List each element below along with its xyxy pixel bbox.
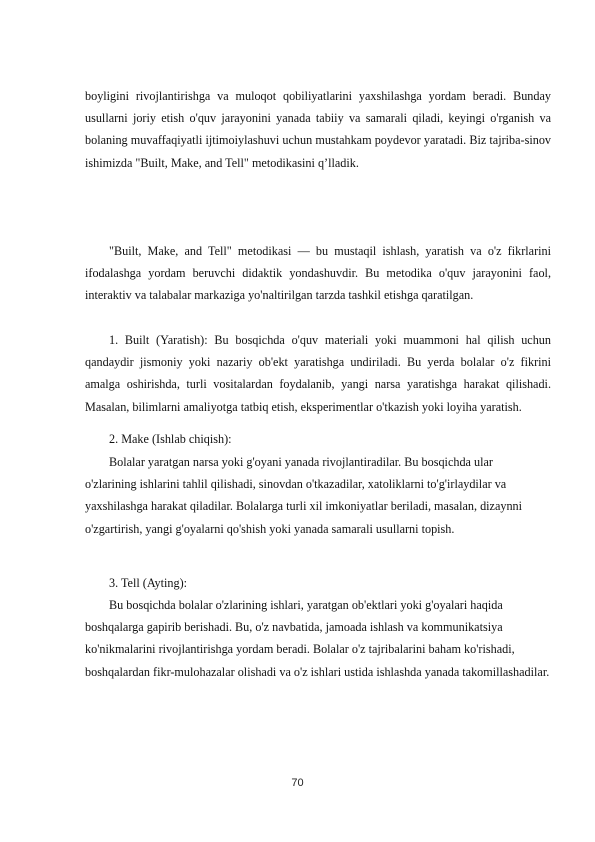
paragraph-built-stage: 1. Built (Yaratish): Bu bosqichda o'quv materiali yoki muammoni hal qilish uchun qandaydir jismoniy yoki nazariy ob'ekt yaratishga undiriladi. Bu yerda bolalar o'z fikrini amalga oshirishda, turli vositalardan foydalanib, yangi narsa yaratishga harakat qilishadi. Masalan, bilimlarni amaliyotga tatbiq etish, eksperimentlar o'tkazish yoki loyiha yaratish. [85, 333, 551, 414]
page-number: 70 [291, 777, 304, 789]
paragraph-tell-stage: Bu bosqichda bolalar o'zlarining ishlari, yaratgan ob'ektlari yoki g'oyalari haqida boshqalarga gapirib berishadi. Bu, o'z navbatida, jamoada ishlash va kommunikatsiya ko'nikmalarini rivojlantirishga yordam beradi. Bolalar o'z tajribalarini baham ko'rishadi, boshqalardan fikr-mulohazalar olishadi va o'z ishlari ustida ishlashda yanada takomillashadilar. [85, 598, 550, 679]
heading-tell-stage: 3. Tell (Ayting): [109, 576, 188, 590]
paragraph-method-definition: "Built, Make, and Tell" metodikasi — bu mustaqil ishlash, yaratish va o'z fikrlarini ifodalashga yordam beruvchi didaktik yondashuvdir. Bu metodika o'quv jarayonini faol, interaktiv va talabalar markaziga yo'naltirilgan tarzda tashkil etishga qaratilgan. [85, 244, 551, 303]
paragraph-make-stage: Bolalar yaratgan narsa yoki g'oyani yanada rivojlantiradilar. Bu bosqichda ular o'zlarining ishlarini tahlil qilishadi, sinovdan o'tkazadilar, xatoliklarni to'g'irlaydilar va yaxshilashga harakat qiladilar. Bolalarga turli xil imkoniyatlar beriladi, masalan, dizaynni o'zgartirish, yangi g'oyalarni qo'shish yoki yanada samarali usullarni topish. [85, 455, 523, 536]
paragraph-intro-continuation: boyligini rivojlantirishga va muloqot qobiliyatlarini yaxshilashga yordam beradi. Bunday usullarni joriy etish o'quv jarayonini yanada tabiiy va samarali qiladi, keyingi o'rganish va bolaning muvaffaqiyatli ijtimoiylashuvi uchun mustahkam poydevor yaratadi. Biz tajriba-sinov ishimizda "Built, Make, and Tell" metodikasini q’lladik. [85, 89, 551, 170]
heading-make-stage: 2. Make (Ishlab chiqish): [109, 432, 232, 446]
